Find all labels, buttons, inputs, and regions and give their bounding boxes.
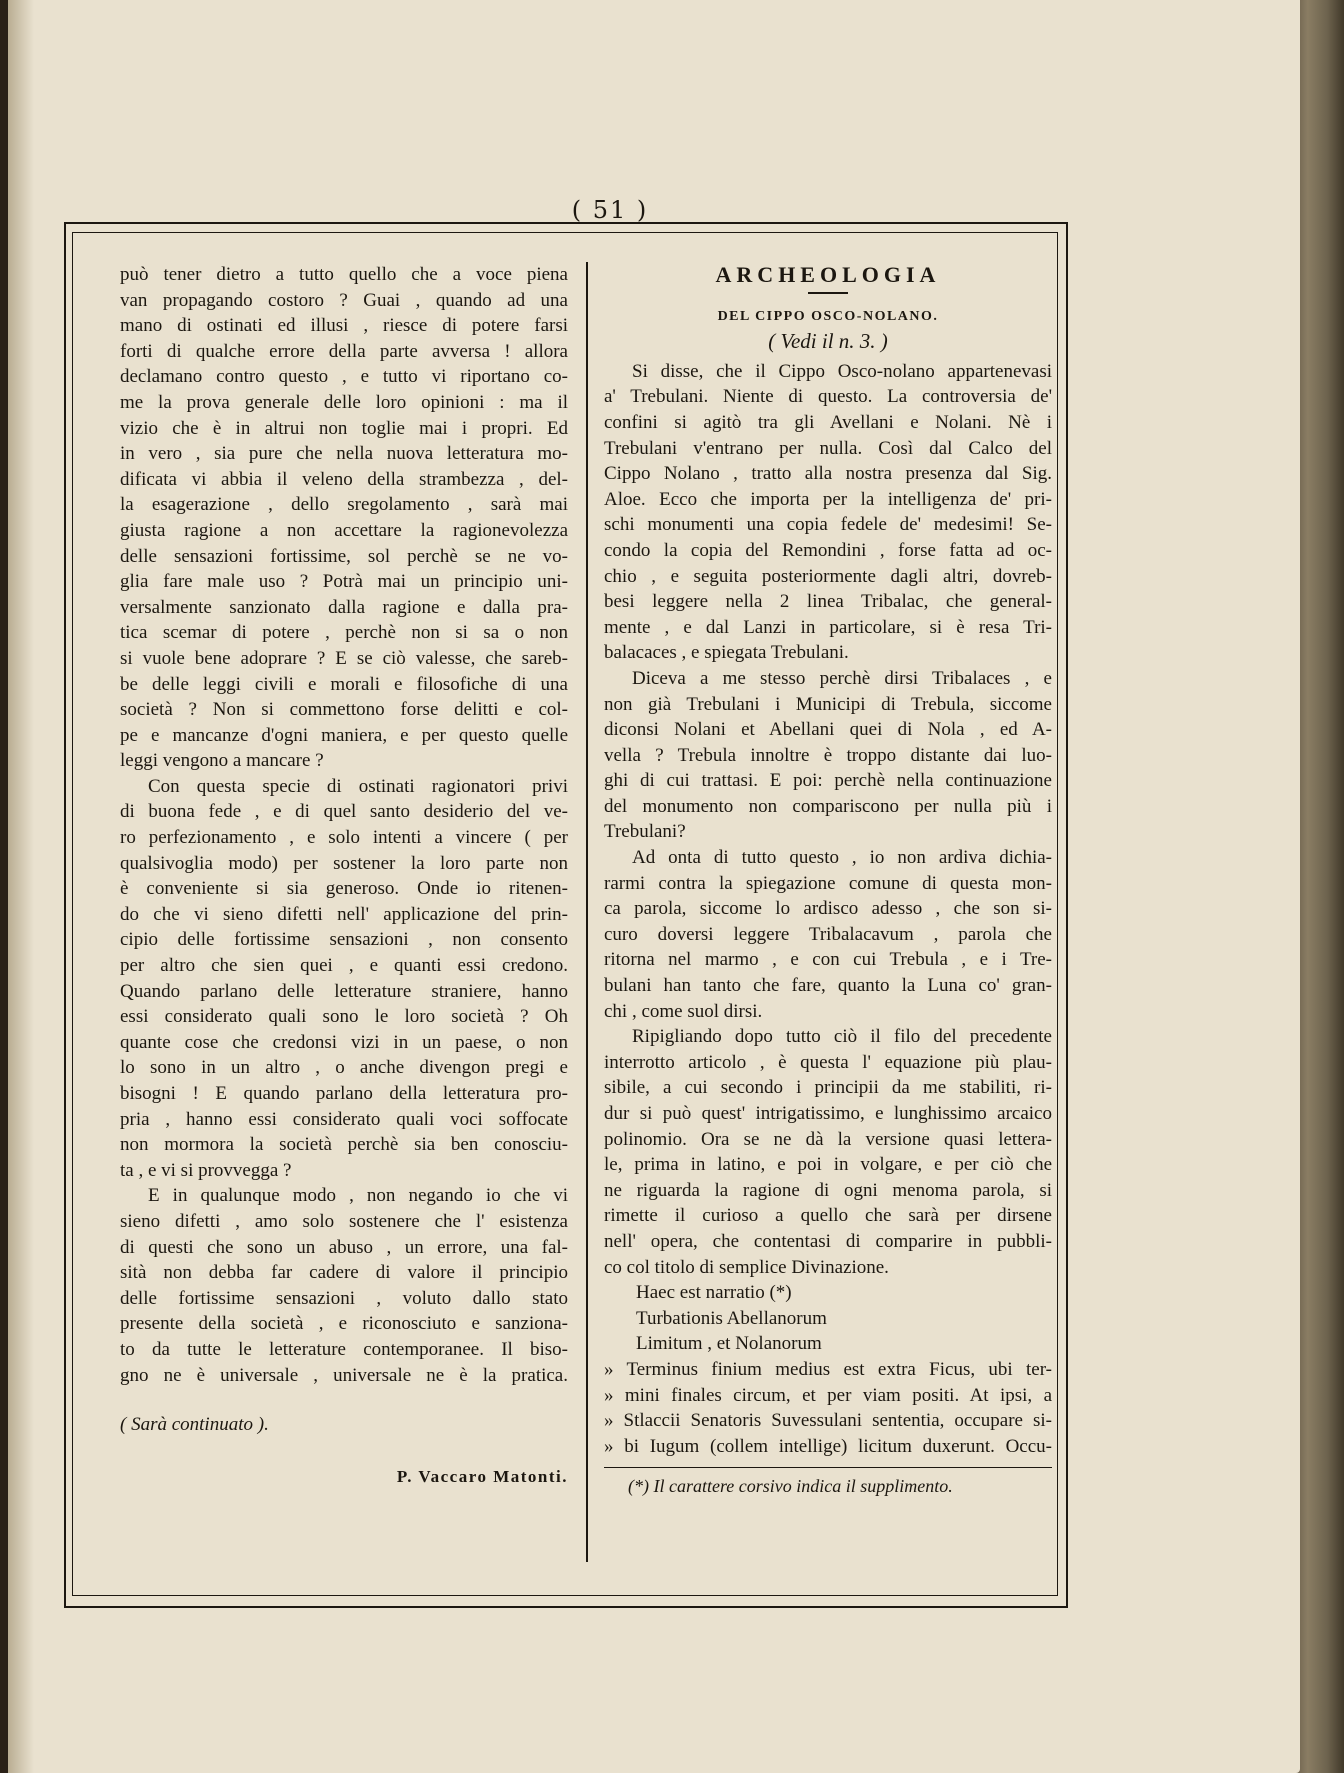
text-line: dificata vi abbia il veleno della strambezza , del-: [120, 468, 568, 490]
text-line: E in qualunque modo , non negando io che vi: [148, 1185, 568, 1207]
text-line: quante cose che credonsi vizi in un paese, o non: [120, 1031, 568, 1053]
text-line: lo sono in un altro , o anche divengon pregi e: [120, 1057, 568, 1079]
latin-heading: [604, 1280, 1052, 1357]
text-line: pria , hanno essi considerato quali voci soffocate: [120, 1108, 568, 1130]
text-line: be delle leggi civili e morali e filosofiche di una: [120, 673, 568, 695]
text-line: ghi di cui trattasi. E poi: perchè nella continuazione: [604, 770, 1052, 792]
text-line: mano di ostinati ed illusi , riesce di potere farsi: [120, 315, 568, 337]
text-line: la esagerazione , dello sregolamento , sarà mai: [120, 494, 568, 516]
text-line: qualsivoglia modo) per sostener la loro parte non: [120, 852, 568, 874]
text-line: » Stlaccii Senatoris Suvessulani sententia, occupare si-: [604, 1410, 1052, 1432]
text-line: Ad onta di tutto questo , io non ardiva dichia-: [632, 847, 1052, 869]
text-line: ta , e vi si provvegga ?: [120, 1159, 292, 1181]
text-line: Limitum , et Nolanorum: [636, 1333, 822, 1355]
text-line: ne riguarda la ragione di ogni menoma parola, si: [604, 1179, 1052, 1201]
text-line: di questi che sono un abuso , un errore, una fal-: [120, 1236, 568, 1258]
text-line: Turbationis Abellanorum: [636, 1307, 827, 1329]
article-subtitle: DEL CIPPO OSCO-NOLANO.: [717, 308, 939, 324]
paragraph: [604, 666, 1052, 845]
paragraph: [120, 262, 568, 774]
text-line: è conveniente si sia generoso. Onde io ritenen-: [120, 878, 568, 900]
text-line: Quando parlano delle letterature straniere, hanno: [120, 980, 568, 1002]
text-line: Con questa specie di ostinati ragionatori privi: [148, 775, 568, 797]
text-line: Trebulani v'entrano per nulla. Così dal Calco del: [604, 437, 1052, 459]
text-line: a' Trebulani. Niente di questo. La controversia de': [604, 386, 1052, 408]
text-line: del monumento non compariscono per nulla più i: [604, 795, 1052, 817]
text-line: delle sensazioni fortissime, sol perchè se ne vo-: [120, 545, 568, 567]
text-line: società ? Non si commettono forse delitti e col-: [120, 699, 568, 721]
title-dash: [808, 292, 848, 294]
text-line: presente della società , e riconosciuto e sanziona-: [120, 1313, 568, 1335]
text-line: forti di qualche errore della parte avversa ! allora: [120, 340, 568, 362]
paragraph: [604, 845, 1052, 1024]
gutter-shadow: [8, 0, 34, 1773]
text-line: co col titolo di semplice Divinazione.: [604, 1256, 889, 1278]
text-line: si vuole bene adoprare ? E se ciò valesse, che sareb-: [120, 647, 568, 669]
text-line: balacaces , e spiegata Trebulani.: [604, 642, 849, 664]
text-line: in vero , sia pure che nella nuova letteratura mo-: [120, 443, 568, 465]
text-line: sibile, a cui secondo i principii da me stabiliti, ri-: [604, 1077, 1052, 1099]
text-line: per altro che sien quei , e quanti essi credono.: [120, 955, 568, 977]
text-line: gno ne è universale , universale ne è la pratica.: [120, 1364, 568, 1386]
cross-reference: ( Vedi il n. 3. ): [768, 329, 888, 354]
text-line: » Terminus finium medius est extra Ficus, ubi ter-: [604, 1358, 1052, 1380]
text-line: polinomio. Ora se ne dà la versione quasi lettera-: [604, 1128, 1052, 1150]
text-line: condo la copia del Remondini , forse fatta ad oc-: [604, 539, 1052, 561]
text-line: besi leggere nella 2 linea Tribalac, che general-: [604, 591, 1052, 613]
paragraph: [120, 774, 568, 1184]
text-line: confini si agitò tra gli Avellani e Nolani. Nè i: [604, 411, 1052, 433]
text-line: do che vi sieno difetti nell' applicazione del prin-: [120, 903, 568, 925]
text-line: chi , come suol dirsi.: [604, 1000, 763, 1022]
text-line: » mini finales circum, et per viam positi. At ipsi, a: [604, 1384, 1052, 1406]
text-line: » bi Iugum (collem intellige) licitum duxerunt. Occu-: [604, 1435, 1052, 1457]
text-line: non mormora la società perchè sia ben conosciu-: [120, 1134, 568, 1156]
text-line: bulani han tanto che fare, quanto la Luna co' gran-: [604, 975, 1052, 997]
continuation-note: ( Sarà continuato ).: [120, 1414, 269, 1436]
text-line: versalmente sanzionato dalla ragione e dalla pra-: [120, 596, 568, 618]
text-line: tica scemar di potere , perchè non si sa o non: [120, 622, 568, 644]
text-line: ritorna nel marmo , e con cui Trebula , e i Tre-: [604, 949, 1052, 971]
text-line: vella ? Trebula innoltre è troppo distante dai luo-: [604, 744, 1052, 766]
left-column: [120, 262, 568, 1489]
footnote: (*) Il carattere corsivo indica il supplimento.: [628, 1476, 953, 1497]
text-line: essi considerato quali sono le loro società ? Oh: [120, 1006, 568, 1028]
text-line: Haec est narratio (*): [636, 1282, 792, 1304]
text-line: cipio delle fortissime sensazioni , non consento: [120, 929, 568, 951]
paragraph: [120, 1183, 568, 1388]
text-line: non già Trebulani i Municipi di Trebula, siccome: [604, 693, 1052, 715]
text-line: rarmi contra la spiegazione comune di questa mon-: [604, 872, 1052, 894]
text-line: pe e mancanze d'ogni maniera, e per questo quelle: [120, 724, 568, 746]
text-line: le, prima in latino, e poi in volgare, e per ciò che: [604, 1154, 1052, 1176]
text-line: glia fare male uso ? Potrà mai un principio uni-: [120, 571, 568, 593]
text-line: dur si può quest' intrigatissimo, e lunghissimo arcaico: [604, 1103, 1052, 1124]
column-divider: [586, 262, 588, 1562]
text-line: Ripigliando dopo tutto ciò il filo del precedente: [632, 1026, 1052, 1048]
paragraph: [604, 1024, 1052, 1280]
text-line: to da tutte le letterature contemporanee. Il biso-: [120, 1338, 568, 1360]
text-line: sità non debba far cadere di valore il principio: [120, 1262, 568, 1284]
text-line: rimette il curioso a quello che sarà per dirsene: [604, 1205, 1052, 1227]
text-line: van propagando costoro ? Guai , quando ad una: [120, 289, 568, 311]
text-line: interrotto articolo , è questa l' equazione più plau-: [604, 1051, 1052, 1073]
text-line: me la prova generale delle loro opinioni : ma il: [120, 391, 568, 413]
text-line: Aloe. Ecco che importa per la intelligenza de' pri-: [604, 488, 1052, 510]
text-line: sieno difetti , amo solo sostenere che l' esistenza: [120, 1210, 568, 1232]
paragraph: [604, 359, 1052, 666]
text-line: giusta ragione a non accettare la ragionevolezza: [120, 519, 568, 541]
text-line: ca parola, siccome lo ardisco adesso , che son si-: [604, 898, 1052, 920]
text-line: chio , e seguita posteriormente dagli altri, dovreb-: [604, 565, 1052, 587]
text-line: bisogni ! E quando parlano della letteratura pro-: [120, 1083, 568, 1104]
text-line: declamano contro questo , e tutto vi riportano co-: [120, 366, 568, 388]
author-signature: P. Vaccaro Matonti.: [396, 1466, 568, 1486]
text-line: di buona fede , e di quel santo desiderio del ve-: [120, 801, 568, 823]
text-line: leggi vengono a mancare ?: [120, 750, 324, 772]
text-line: delle fortissime sensazioni , voluto dallo stato: [120, 1287, 568, 1309]
text-line: Diceva a me stesso perchè dirsi Tribalaces , e: [632, 667, 1052, 689]
text-line: vizio che è in altrui non toglie mai i propri. Ed: [120, 417, 568, 439]
text-line: schi monumenti una copia fedele de' medesimi! Se-: [604, 514, 1052, 536]
text-line: Trebulani?: [604, 821, 686, 843]
section-title: ARCHEOLOGIA: [715, 262, 941, 287]
text-line: Cippo Nolano , tratto alla nostra presenza dal Sig.: [604, 463, 1052, 485]
footnote-rule: [604, 1467, 1052, 1468]
text-line: diconsi Nolani et Abellani quei di Nola , ed A-: [604, 719, 1052, 741]
text-line: nell' opera, che contentasi di comparire in pubbli-: [604, 1230, 1052, 1252]
text-line: curo doversi leggere Tribalacavum , parola che: [604, 923, 1052, 945]
text-line: mente , e dal Lanzi in particolare, si è resa Tri-: [604, 616, 1052, 638]
page-number: ( 51 ): [571, 196, 649, 224]
latin-quotation: [604, 1357, 1052, 1459]
right-column: [604, 262, 1052, 1500]
text-line: può tener dietro a tutto quello che a voce piena: [120, 264, 568, 285]
text-line: Si disse, che il Cippo Osco-nolano appartenevasi: [632, 360, 1052, 382]
text-line: ro perfezionamento , e solo intenti a vincere ( per: [120, 827, 568, 849]
